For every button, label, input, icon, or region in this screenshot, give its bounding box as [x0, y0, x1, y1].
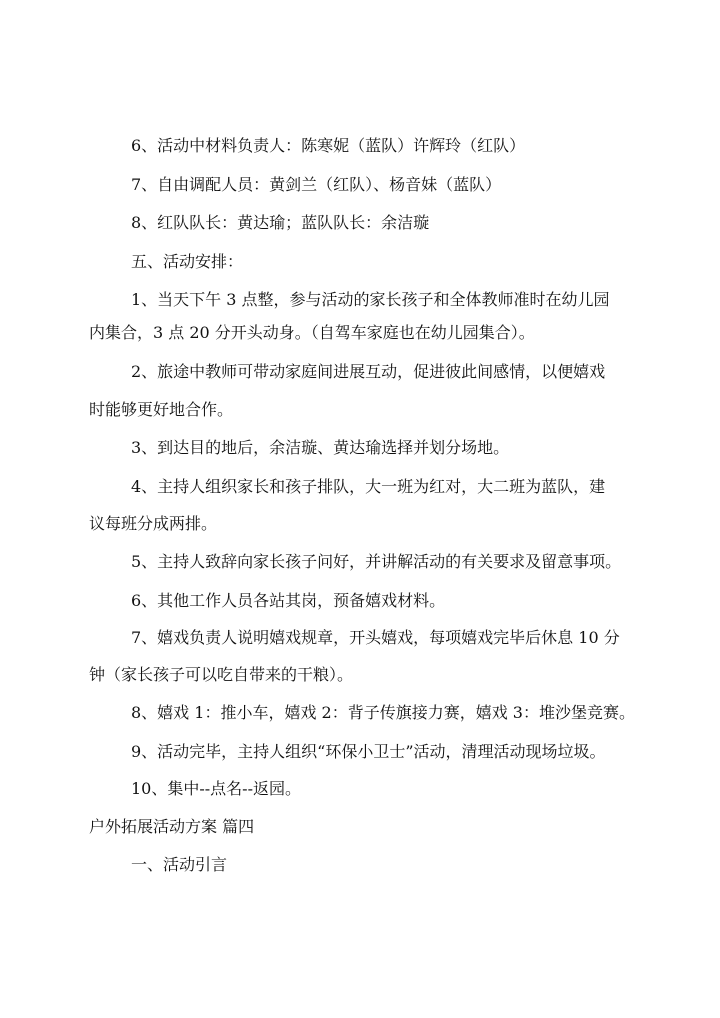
schedule-item-6: 6、其他工作人员各站其岗，预备嬉戏材料。: [131, 591, 446, 610]
item-7-staff: 7、自由调配人员：黄剑兰（红队）、杨音妹（蓝队）: [131, 175, 502, 194]
schedule-item-3: 3、到达目的地后，余洁璇、黄达瑜选择并划分场地。: [131, 438, 510, 457]
schedule-item-8: 8、嬉戏 1：推小车，嬉戏 2：背子传旗接力赛，嬉戏 3：堆沙堡竞赛。: [131, 703, 635, 722]
schedule-item-7-line-2: 钟（家长孩子可以吃自带来的干粮）。: [89, 665, 354, 684]
schedule-item-1-line-1: 1、当天下午 3 点整，参与活动的家长孩子和全体教师准时在幼儿园: [131, 290, 610, 309]
schedule-item-5: 5、主持人致辞向家长孩子问好，并讲解活动的有关要求及留意事项。: [131, 552, 622, 571]
section-heading-introduction: 一、活动引言: [131, 855, 228, 874]
schedule-item-9: 9、活动完毕，主持人组织“环保小卫士”活动，清理活动现场垃圾。: [131, 742, 606, 761]
schedule-item-7-line-1: 7、嬉戏负责人说明嬉戏规章，开头嬉戏，每项嬉戏完毕后休息 10 分: [131, 628, 620, 647]
schedule-item-4-line-2: 议每班分成两排。: [89, 514, 218, 533]
schedule-item-2-line-1: 2、旅途中教师可带动家庭间进展互动，促进彼此间感情，以便嬉戏: [131, 362, 606, 381]
section-heading-schedule: 五、活动安排：: [131, 252, 244, 271]
schedule-item-4-line-1: 4、主持人组织家长和孩子排队，大一班为红对，大二班为蓝队，建: [131, 477, 606, 496]
schedule-item-2-line-2: 时能够更好地合作。: [89, 400, 234, 419]
item-6-materials: 6、活动中材料负责人：陈寒妮（蓝队）许辉玲（红队）: [131, 136, 526, 155]
item-8-captains: 8、红队队长：黄达瑜；蓝队队长：余洁璇: [131, 213, 430, 232]
schedule-item-10: 10、集中--点名--返园。: [131, 779, 301, 798]
schedule-item-1-line-2: 内集合，3 点 20 分开头动身。（自驾车家庭也在幼儿园集合）。: [89, 323, 535, 342]
section-title-part-four: 户外拓展活动方案 篇四: [89, 817, 255, 836]
